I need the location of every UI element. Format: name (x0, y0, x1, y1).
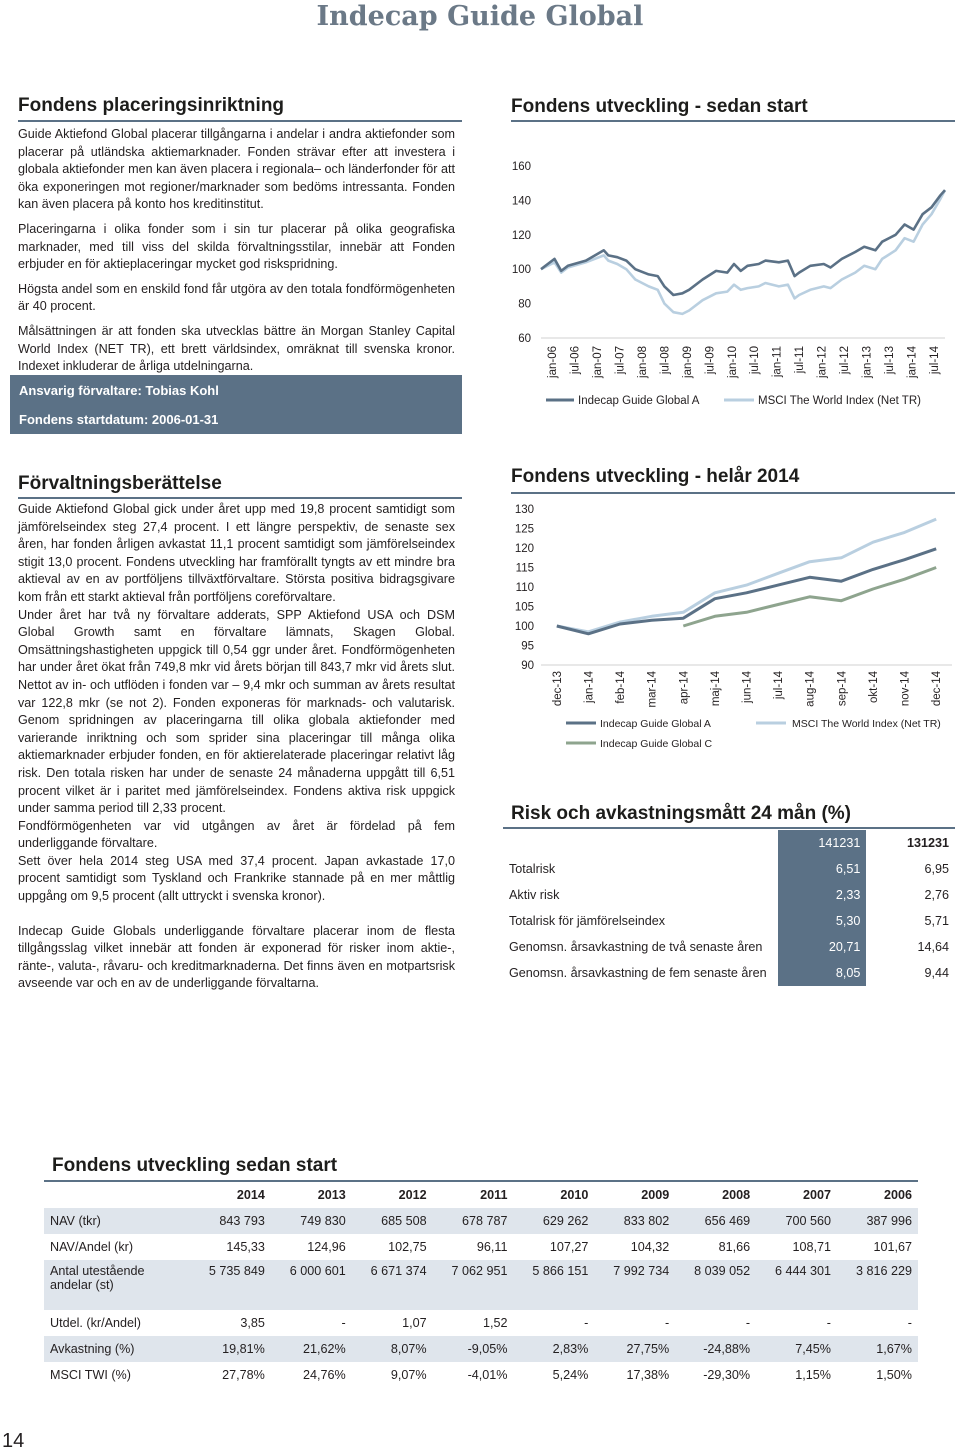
y-tick-label: 100 (511, 264, 531, 277)
perf-year-header: 2011 (480, 1188, 508, 1202)
perf-cell: 6 671 374 (352, 1260, 433, 1310)
y-tick-label: 110 (515, 582, 534, 594)
perf-cell: 1,15% (795, 1368, 831, 1382)
perf-cell: 749 830 (271, 1208, 352, 1234)
perf-cell: 685 508 (352, 1208, 433, 1234)
perf-cell: 6 000 601 (271, 1260, 352, 1310)
perf-cell: 7,45% (756, 1336, 837, 1362)
perf-row (44, 1362, 918, 1388)
legend-label: MSCI The World Index (Net TR) (792, 718, 941, 730)
y-tick-label: 160 (511, 161, 531, 173)
perf-cell: 5 866 151 (514, 1260, 595, 1310)
perf-row (44, 1208, 918, 1234)
placement-paragraph: Målsättningen är att fonden ska utvecklas bättre än Morgan Stanley Capital World Index (NET TR), ett brett världsindex, omräknat till svenska kronor. Indexet inkluderar de årliga utdelningarna. (18, 323, 455, 374)
manager-label: Ansvarig förvaltare: Tobias Kohl (19, 383, 219, 398)
perf-cell: -4,01% (467, 1368, 508, 1382)
perf-cell: 656 469 (675, 1208, 756, 1234)
perf-cell: 843 793 (190, 1208, 271, 1234)
perf-cell: 6 444 301 (756, 1260, 837, 1310)
perf-cell: 145,33 (226, 1240, 265, 1254)
x-tick-label: jan-12 (816, 346, 829, 378)
y-tick-label: 125 (514, 523, 534, 536)
perf-cell: 21,62% (271, 1336, 352, 1362)
risk-value-current: 5,30 (778, 908, 867, 934)
chart2-rule (511, 492, 955, 494)
x-tick-label: jul-06 (569, 346, 582, 375)
page-title: Indecap Guide Global (316, 1, 644, 32)
perf-cell: 107,27 (549, 1240, 589, 1254)
y-tick-label: 115 (515, 562, 534, 575)
x-tick-label: jan-08 (637, 346, 649, 378)
perf-cell: 1,07 (402, 1316, 427, 1330)
story-heading: Förvaltningsberättelse (18, 473, 222, 494)
perf-cell: 8,07% (352, 1336, 433, 1362)
placement-text (18, 126, 455, 383)
x-tick-label: jun-14 (741, 671, 754, 703)
risk-value-previous: 9,44 (924, 966, 949, 980)
series-line-fund-a (557, 549, 936, 634)
x-tick-label: jan-10 (726, 346, 739, 378)
legend-label: Indecap Guide Global C (600, 738, 713, 750)
x-tick-label: jul-10 (749, 346, 762, 375)
risk-row (503, 908, 955, 934)
risk-row-label: Aktiv risk (509, 888, 560, 902)
chart1-rule (511, 120, 955, 122)
story-paragraph: Guide Aktiefond Global gick under året upp med 19,8 procent samtidigt som jämförelseindex steg 27,4 procent. I ett längre perspektiv, de senaste sex åren, har fonden årligen avkastat 11,1 procent samtidigt som jämförelseindex stigit 13,0 procent. Fondens utveckling har framförallt tyngts av ett mindre bra aktieval av en av portföljens tillväxtförvaltare. Största positiva bidragsgivare kom från ett starkt aktieval från portföljens coreförvaltare. (18, 502, 455, 604)
series-line-msci (557, 519, 936, 632)
perf-cell: 2,83% (514, 1336, 595, 1362)
story-paragraph: Indecap Guide Globals underliggande förvaltare placerar inom de flesta tillgångsslag vilket innebär att fonden är exponerad för risker inom aktie-, ränte-, valuta-, råvaru- och kreditmarknaderna. Det finns även en motpartsrisk avseende var och en av de underliggande förvaltarna. (18, 923, 455, 991)
x-tick-label: jul-11 (794, 346, 807, 374)
x-tick-label: dec-13 (551, 671, 564, 707)
x-tick-label: okt-14 (867, 671, 880, 703)
perf-cell: 8 039 052 (675, 1260, 756, 1310)
perf-row-label: NAV (tkr) (44, 1208, 190, 1234)
perf-cell: 1,52 (482, 1316, 508, 1330)
full-year-chart (500, 497, 960, 757)
risk-value-current: 2,33 (778, 882, 867, 908)
y-tick-label: 105 (514, 601, 534, 614)
risk-rule (503, 827, 955, 829)
perf-row-label: Utdel. (kr/Andel) (50, 1316, 141, 1330)
perf-row (44, 1234, 918, 1260)
x-tick-label: maj-14 (709, 671, 722, 707)
x-tick-label: jul-09 (704, 346, 717, 375)
perf-cell: 833 802 (594, 1208, 675, 1234)
x-tick-label: jul-12 (839, 346, 851, 375)
perf-heading: Fondens utveckling sedan start (52, 1155, 338, 1176)
perf-row (44, 1260, 918, 1310)
risk-value-current: 6,51 (778, 856, 867, 882)
manager-box (10, 375, 462, 434)
perf-cell: - (826, 1316, 831, 1330)
perf-cell: 81,66 (718, 1240, 751, 1254)
perf-cell: 104,32 (630, 1240, 670, 1254)
perf-cell: 1,50% (876, 1368, 912, 1382)
risk-value-previous: 6,95 (924, 862, 949, 876)
x-tick-label: jan-11 (771, 346, 784, 378)
placement-paragraph: Guide Aktiefond Global placerar tillgångarna i andelar i andra aktiefonder som placerar på utländska aktiemarknader. Fonden strävar efter att investera i globala aktiefonder men kan även placera i regionala– och länderfonder för att öka exponeringen mot regioner/marknader som bedöms intressanta. Fonden kan även placera på konto hos kreditinstitut. (18, 127, 455, 212)
y-tick-label: 120 (511, 229, 531, 242)
perf-year-header: 2007 (802, 1188, 831, 1202)
x-tick-label: jul-08 (659, 346, 672, 375)
legend-label: MSCI The World Index (Net TR) (758, 395, 921, 407)
risk-row (503, 934, 955, 960)
perf-cell: 108,71 (792, 1240, 831, 1254)
perf-cell: 102,75 (388, 1240, 427, 1254)
perf-year-header: 2012 (398, 1188, 427, 1202)
perf-row (44, 1310, 918, 1336)
perf-cell: 387 996 (837, 1208, 918, 1234)
risk-table (503, 830, 955, 986)
x-tick-label: jan-14 (906, 346, 919, 378)
risk-row-label: Totalrisk (509, 862, 556, 876)
perf-cell: -9,05% (433, 1336, 514, 1362)
story-paragraph: Sett över hela 2014 steg USA med 37,4 procent. Japan avkastade 17,0 procent samtidigt som Tyskland och Frankrike stannade på en mer måttlig uppgång om 9,5 procent (allt uttryckt i svenska kronor). (18, 853, 455, 904)
perf-year-header: 2008 (722, 1188, 751, 1202)
y-tick-label: 100 (514, 621, 534, 633)
x-tick-label: feb-14 (615, 671, 628, 704)
story-rule (18, 497, 462, 499)
x-tick-label: jul-13 (883, 346, 896, 375)
perf-cell: 5,24% (552, 1368, 589, 1382)
x-tick-label: jan-13 (861, 346, 874, 378)
placement-heading: Fondens placeringsinriktning (18, 95, 285, 116)
risk-row-label: Genomsn. årsavkastning de två senaste åren (509, 940, 763, 954)
perf-header-row (44, 1182, 918, 1208)
page-number: 14 (2, 1430, 25, 1452)
risk-row (503, 856, 955, 882)
perf-year-header: 2010 (560, 1188, 589, 1202)
x-tick-label: jan-07 (592, 346, 605, 378)
risk-value-current: 8,05 (778, 960, 867, 986)
placement-paragraph: Högsta andel som en enskild fond får utgöra av den totala fondförmögenheten är 40 procent. (18, 281, 455, 314)
perf-row-label: MSCI TWI (%) (50, 1368, 131, 1382)
perf-row-label: NAV/Andel (kr) (50, 1240, 134, 1254)
risk-col-header: 141231 (778, 830, 867, 856)
perf-year-header: 2006 (883, 1188, 912, 1202)
chart-2014-title: Fondens utveckling - helår 2014 (511, 466, 800, 487)
risk-col-header: 131231 (906, 836, 949, 850)
perf-cell: - (584, 1316, 589, 1330)
risk-row-label: Totalrisk för jämförelseindex (509, 914, 666, 928)
since-start-chart (500, 126, 960, 416)
y-tick-label: 60 (518, 333, 531, 345)
series-line-fund-a (541, 190, 945, 295)
y-tick-label: 90 (521, 660, 534, 672)
placement-paragraph: Placeringarna i olika fonder som i sin tur placerar på olika geografiska marknader, med till viss del skilda förvaltningsstilar, innebär att Fonden erbjuder en för aktieplaceringar mycket god riskspridning. (18, 221, 455, 272)
risk-value-previous: 14,64 (917, 940, 949, 954)
perf-cell: 3 816 229 (837, 1260, 918, 1310)
perf-cell: -29,30% (703, 1368, 751, 1382)
y-tick-label: 120 (514, 543, 534, 555)
x-tick-label: apr-14 (678, 671, 691, 705)
risk-row-label: Genomsn. årsavkastning de fem senaste åren (509, 966, 767, 980)
story-paragraph: Fondförmögenheten var vid utgången av året är fördelad på fem underliggande förvaltare. (18, 818, 455, 851)
legend-label: Indecap Guide Global A (600, 718, 711, 730)
perf-year-header: 2009 (641, 1188, 670, 1202)
y-tick-label: 80 (518, 298, 531, 311)
x-tick-label: dec-14 (931, 671, 944, 707)
legend-label: Indecap Guide Global A (578, 395, 700, 407)
perf-cell: 17,38% (626, 1368, 670, 1382)
perf-cell: 700 560 (756, 1208, 837, 1234)
perf-cell: 27,75% (594, 1336, 675, 1362)
risk-value-previous: 2,76 (924, 888, 949, 902)
start-date-label: Fondens startdatum: 2006-01-31 (19, 412, 219, 427)
perf-cell: 678 787 (433, 1208, 514, 1234)
perf-cell: 3,85 (240, 1316, 265, 1330)
x-tick-label: jul-14 (773, 671, 786, 700)
perf-cell: 96,11 (476, 1240, 508, 1254)
x-tick-label: jul-07 (614, 346, 627, 375)
perf-cell: - (745, 1316, 751, 1330)
perf-row-label: Avkastning (%) (44, 1336, 190, 1362)
perf-cell: 124,96 (307, 1240, 346, 1254)
risk-row (503, 960, 955, 986)
x-tick-label: aug-14 (804, 671, 817, 707)
perf-cell: 19,81% (190, 1336, 271, 1362)
performance-table (44, 1182, 918, 1388)
x-tick-label: jan-14 (583, 671, 596, 703)
risk-value-current: 20,71 (778, 934, 867, 960)
perf-cell: 5 735 849 (190, 1260, 271, 1310)
perf-row (44, 1336, 918, 1362)
perf-cell: 1,67% (837, 1336, 918, 1362)
perf-cell: - (665, 1316, 670, 1330)
x-tick-label: nov-14 (899, 671, 912, 707)
perf-cell: 27,78% (222, 1368, 265, 1382)
perf-cell: 24,76% (303, 1368, 346, 1382)
risk-row (503, 882, 955, 908)
y-tick-label: 140 (511, 195, 531, 208)
placement-rule (18, 120, 462, 122)
x-tick-label: sep-14 (836, 671, 849, 707)
chart-since-start-title: Fondens utveckling - sedan start (511, 96, 808, 117)
x-tick-label: mar-14 (646, 671, 659, 708)
perf-year-header: 2013 (317, 1188, 346, 1202)
x-tick-label: jul-14 (928, 346, 941, 375)
story-paragraph: Under året har två ny förvaltare adderats, SPP Aktiefond USA och DSM Global Growth samt en förvaltare lämnats, Skagen Global. Omsättningshastigheten uppgick till 0,54 ggr under året. Fondförmögenheten har under året ökat från 749,8 mkr vid årets början till 843,7 mkr vid årets slut. Nettot av in- och utflöden i fonden var – 9,4 mkr och summan av årets resultat var 122,8 mkr (se not 2). Fonden exponeras för marknads- och valutarisk. Genom spridningen av placeringarna till olika globala aktiefonder med varierande inriktning och som sprider sina placeringar till många olika aktiemarknader erbjuder fonden, en för aktierelaterade placeringar relativt låg risk. Den totala risken har under de senaste 24 månaderna uppgått till 6,51 procent vilket är i paritet med jämförelseindex. Fondens aktiva risk uppgick under samma period till 2,33 procent. (18, 607, 455, 816)
perf-cell: - (341, 1316, 346, 1330)
perf-cell: -24,88% (675, 1336, 756, 1362)
perf-year-header: 2014 (236, 1188, 265, 1202)
x-tick-label: jan-06 (547, 346, 560, 378)
risk-value-previous: 5,71 (924, 914, 949, 928)
perf-cell: 629 262 (514, 1208, 595, 1234)
perf-cell: 7 992 734 (594, 1260, 675, 1310)
y-tick-label: 95 (521, 640, 534, 653)
y-tick-label: 130 (514, 504, 534, 516)
perf-cell: 101,67 (873, 1240, 912, 1254)
perf-cell: 7 062 951 (433, 1260, 514, 1310)
x-tick-label: jan-09 (681, 346, 694, 378)
perf-cell: 9,07% (390, 1368, 427, 1382)
story-text (18, 501, 455, 993)
perf-cell: - (907, 1316, 912, 1330)
risk-heading: Risk och avkastningsmått 24 mån (%) (511, 803, 851, 824)
perf-row-label: Antal utestående andelar (st) (44, 1260, 190, 1310)
